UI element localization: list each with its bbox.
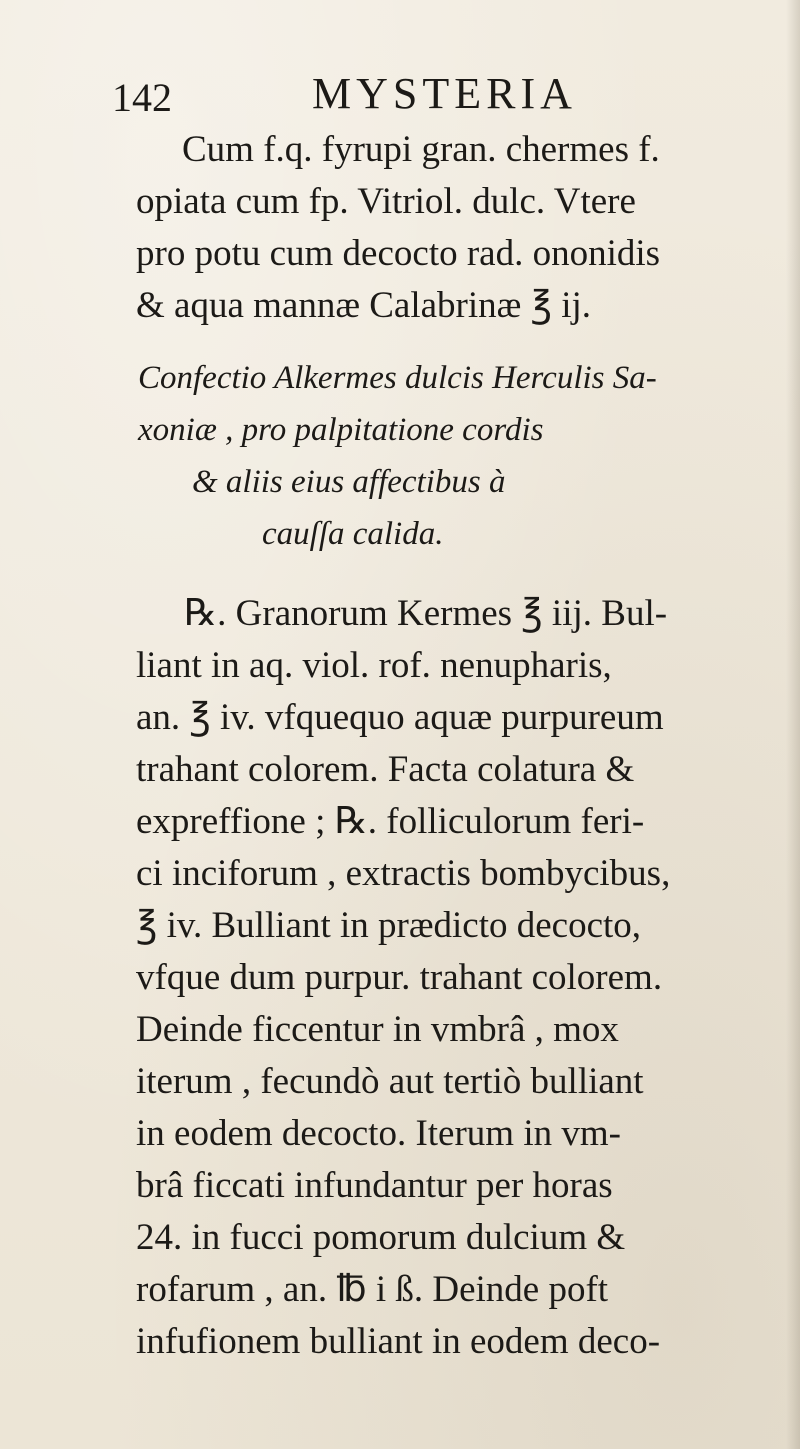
text-line: 24. in fucci pomorum dulcium & (136, 1217, 626, 1258)
section-heading-line: xoniæ , pro palpitatione cordis (138, 412, 544, 448)
section-heading-line: cauſſa calida. (262, 516, 444, 552)
text-line: an. ℥ iv. vfquequo aquæ purpureum (136, 697, 664, 738)
text-line: ℥ iv. Bulliant in prædicto decocto, (136, 905, 642, 946)
text-line: Deinde ficcentur in vmbrâ , mox (136, 1009, 619, 1050)
section-heading-line: & aliis eius affectibus à (192, 464, 506, 500)
text-line: trahant colorem. Facta colatura & (136, 749, 635, 790)
text-line: ci inciforum , extractis bombycibus, (136, 853, 671, 894)
text-line: Cum f.q. fyrupi gran. chermes f. (182, 129, 660, 170)
text-line: in eodem decocto. Iterum in vm- (136, 1113, 621, 1154)
text-line: opiata cum fp. Vitriol. dulc. Vtere (136, 181, 636, 222)
text-line: infufionem bulliant in eodem deco- (136, 1321, 661, 1362)
text-line: pro potu cum decocto rad. ononidis (136, 233, 661, 274)
page-edge-shadow (786, 0, 800, 1449)
text-line: rofarum , an. ℔ i ß. Deinde poft (136, 1269, 609, 1310)
text-line: liant in aq. viol. rof. nenupharis, (136, 645, 612, 686)
text-line: ℞. Granorum Kermes ℥ iij. Bul- (184, 593, 668, 634)
text-line: & aqua mannæ Calabrinæ ℥ ij. (136, 285, 592, 326)
text-line: iterum , fecundò aut tertiò bulliant (136, 1061, 644, 1102)
page-number: 142 (112, 75, 172, 120)
page-header (112, 64, 672, 124)
text-line: vfque dum purpur. trahant colorem. (136, 957, 663, 998)
text-line: brâ ficcati infundantur per horas (136, 1165, 613, 1206)
section-heading-line: Confectio Alkermes dulcis Herculis Sa- (138, 360, 657, 396)
text-line: expreffione ; ℞. folliculorum feri- (136, 801, 645, 842)
running-title: MYSTERIA (312, 69, 577, 118)
